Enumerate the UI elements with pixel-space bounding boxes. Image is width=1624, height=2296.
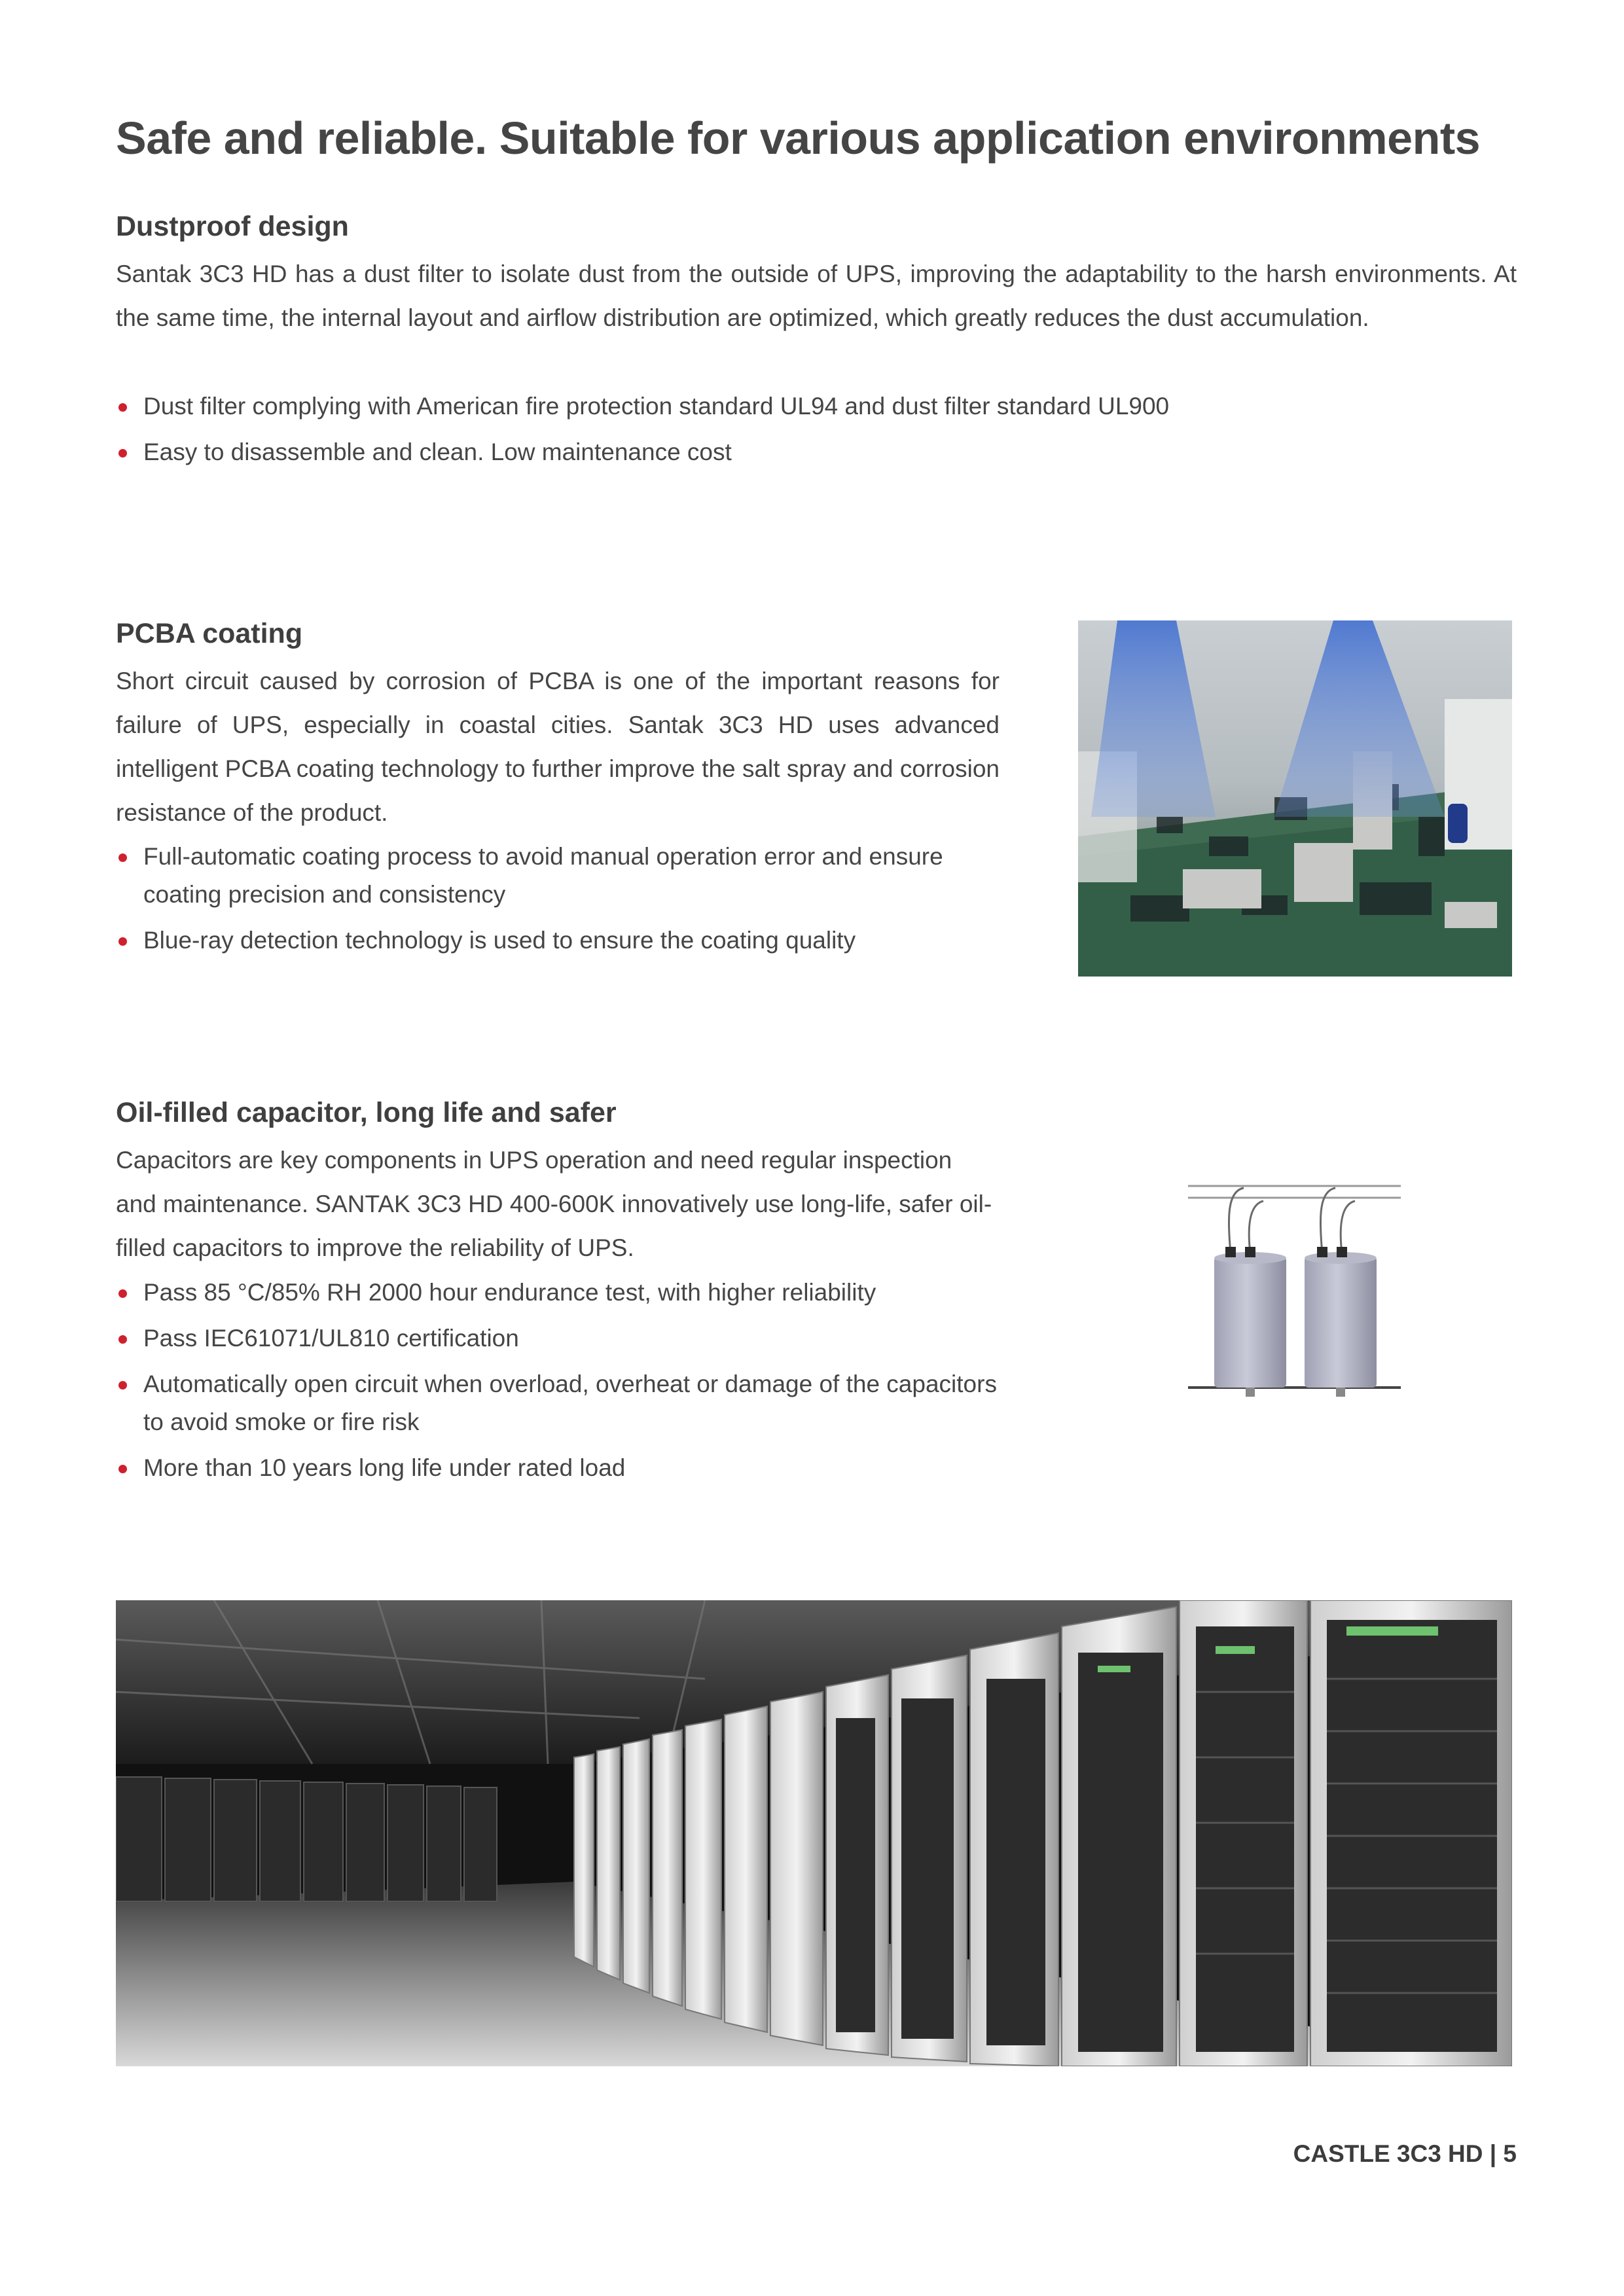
list-item: Pass 85 °C/85% RH 2000 hour endurance test, with higher reliability xyxy=(116,1274,1006,1312)
pcba-bullet-list xyxy=(116,838,1000,967)
dustproof-paragraph: Santak 3C3 HD has a dust filter to isolate dust from the outside of UPS, improving the adaptability to the harsh environments. At the same time, the internal layout and airflow distribution are optimized, which greatly reduces the dust accumulation. xyxy=(116,260,1517,331)
list-item: Automatically open circuit when overload, overheat or damage of the capacitors to avoid smoke or fire risk xyxy=(116,1365,1006,1441)
list-item: Easy to disassemble and clean. Low maintenance cost xyxy=(116,433,1517,471)
oil-filled-capacitor-illustration xyxy=(1182,1178,1404,1407)
dustproof-heading: Dustproof design xyxy=(116,211,349,242)
pcba-paragraph: Short circuit caused by corrosion of PCBA is one of the important reasons for failure of UPS, especially in coastal cities. Santak 3C3 HD uses advanced intelligent PCBA coating technology to further improve the salt spray and corrosion resistance of the product. xyxy=(116,668,1000,826)
dustproof-bullet-list xyxy=(116,387,1517,479)
page-title: Safe and reliable. Suitable for various application environments xyxy=(116,113,1481,164)
capacitor-heading: Oil-filled capacitor, long life and safer xyxy=(116,1097,617,1128)
pcba-heading: PCBA coating xyxy=(116,618,303,649)
page-footer: CASTLE 3C3 HD | 5 xyxy=(1293,2140,1517,2167)
pcba-coating-photo xyxy=(1078,620,1512,977)
capacitor-paragraph: Capacitors are key components in UPS operation and need regular inspection and maintenance. SANTAK 3C3 HD 400-600K innovatively use long-life, safer oil-filled capacitors to improve the reliability of UPS. xyxy=(116,1147,992,1261)
list-item: More than 10 years long life under rated load xyxy=(116,1449,1006,1487)
capacitor-bullet-list xyxy=(116,1274,1006,1495)
list-item: Blue-ray detection technology is used to ensure the coating quality xyxy=(116,922,1000,960)
list-item: Full-automatic coating process to avoid manual operation error and ensure coating precision and consistency xyxy=(116,838,1000,914)
list-item: Pass IEC61071/UL810 certification xyxy=(116,1319,1006,1357)
list-item: Dust filter complying with American fire protection standard UL94 and dust filter standard UL900 xyxy=(116,387,1517,425)
data-center-photo xyxy=(116,1600,1512,2066)
